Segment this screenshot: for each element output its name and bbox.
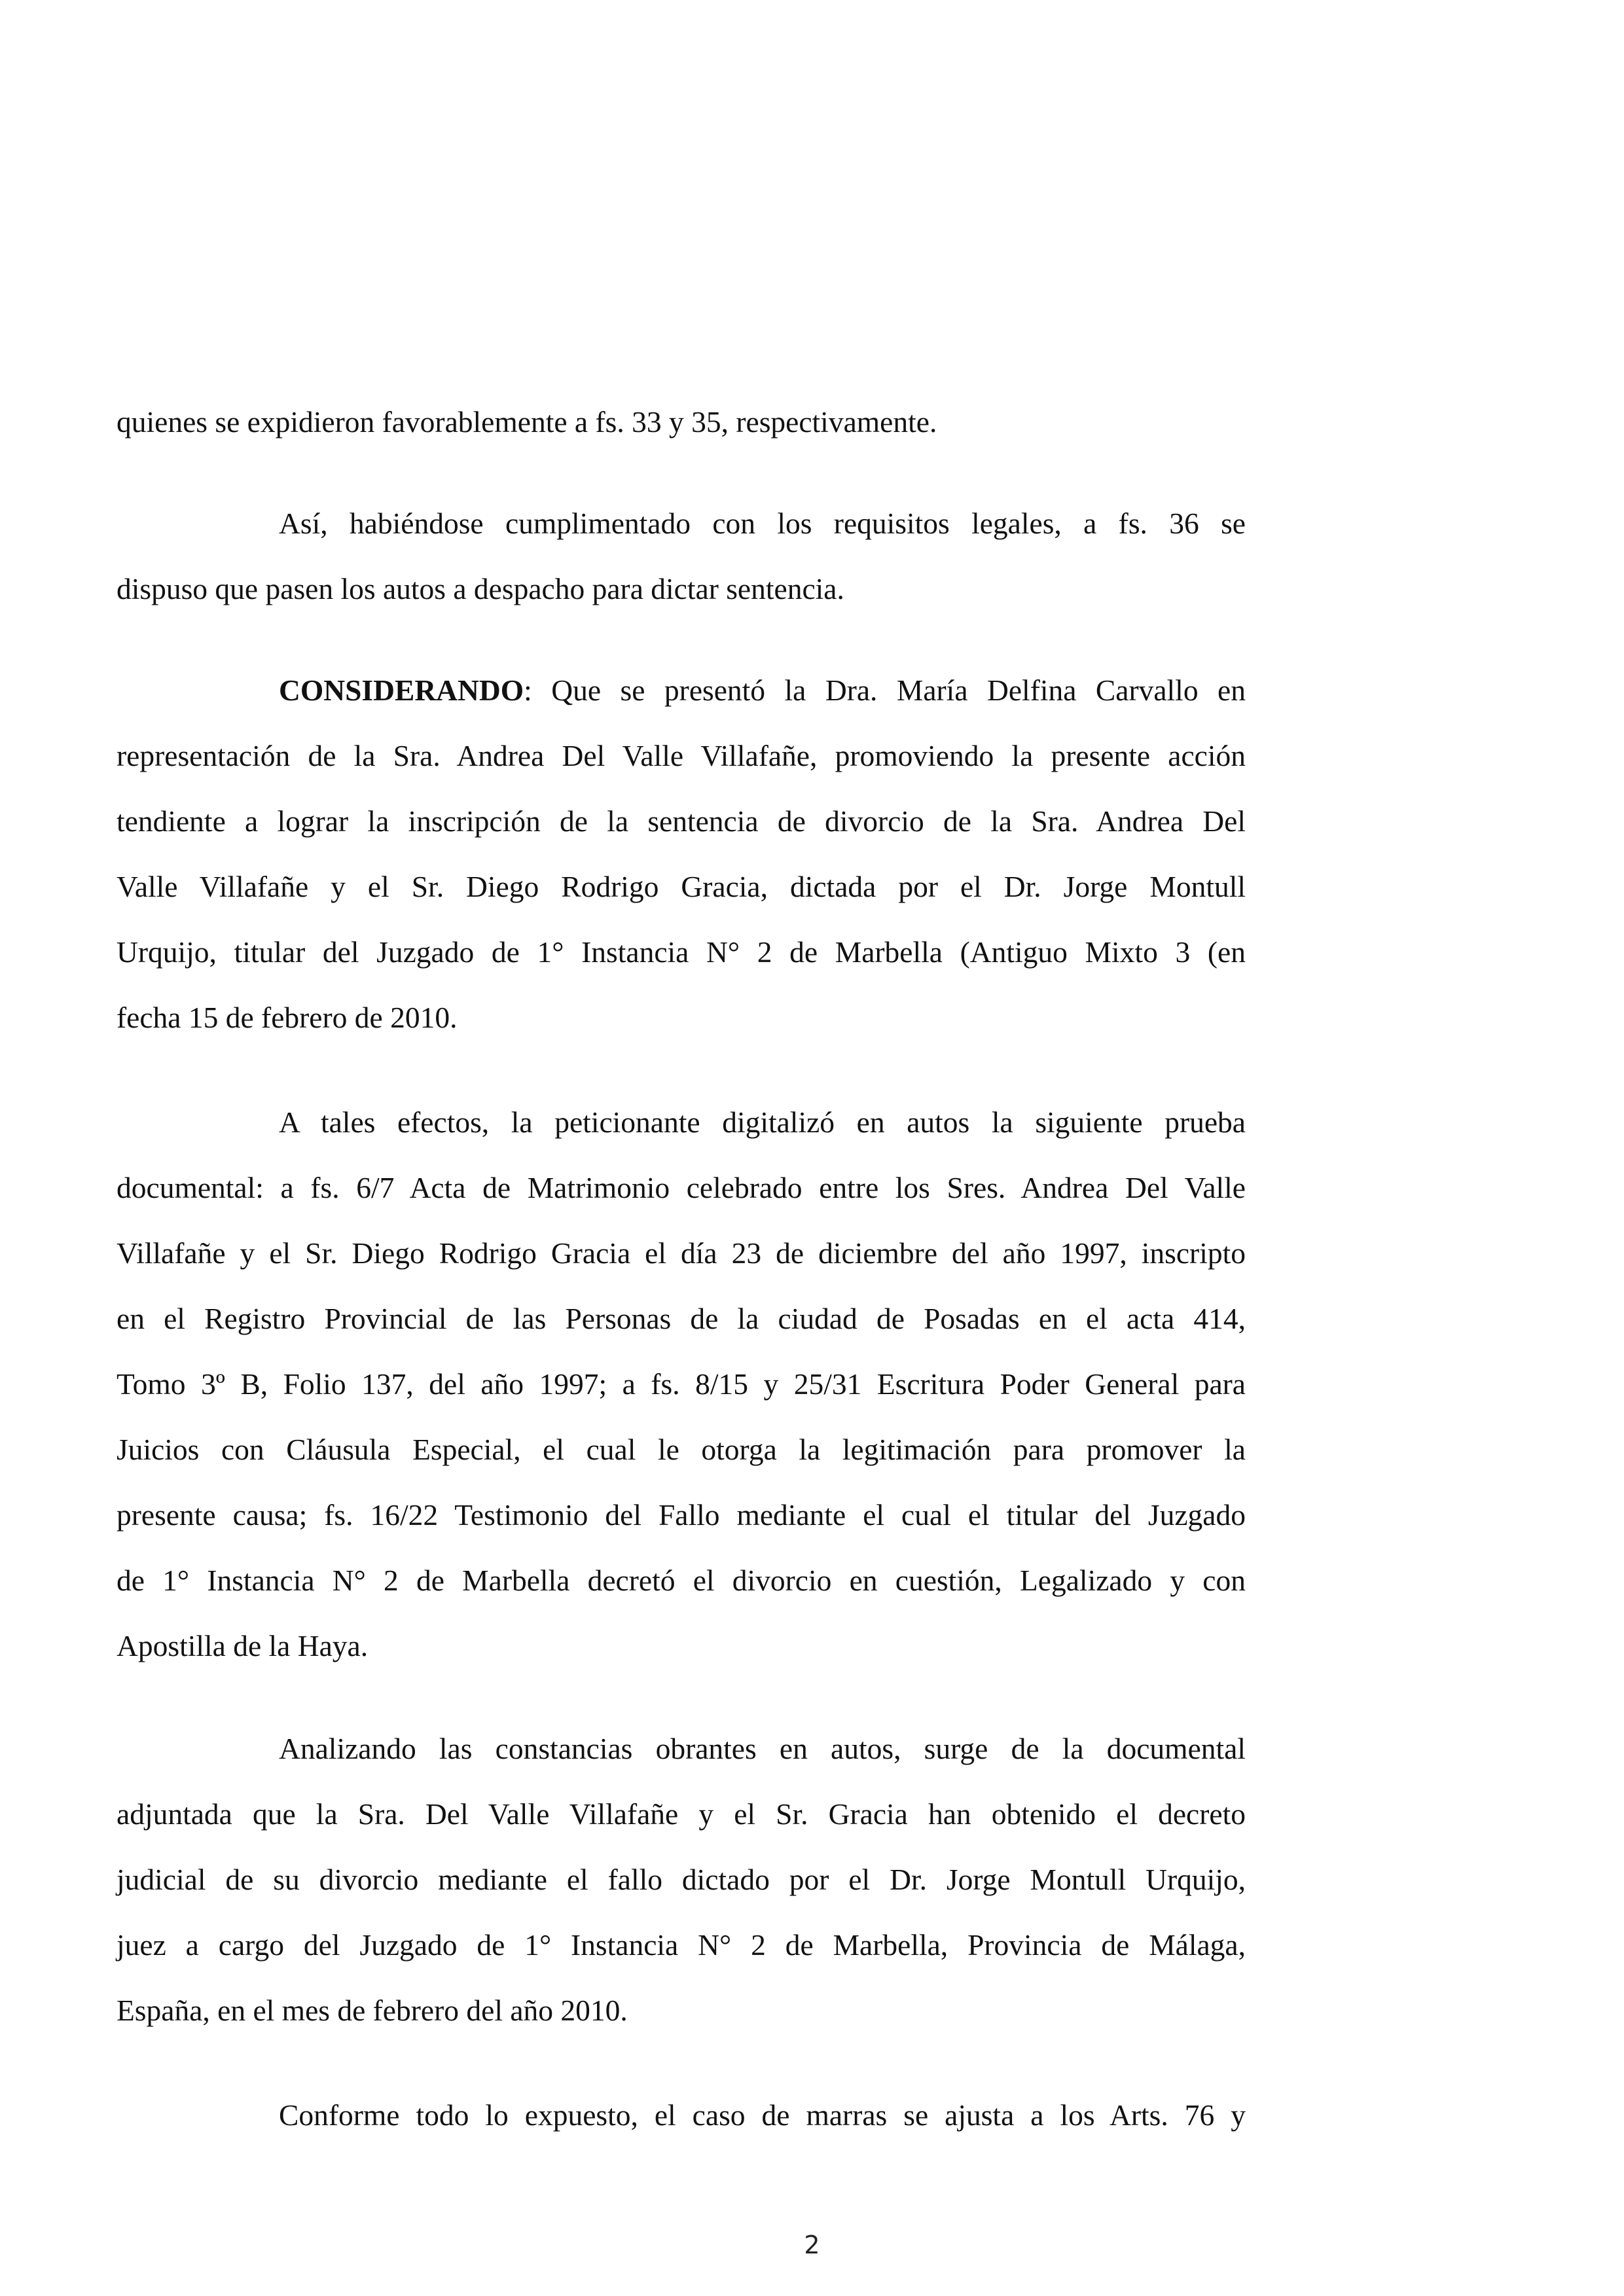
paragraph-line: en el Registro Provincial de las Personas de la ciudad de Posadas en el acta 414,: [117, 1302, 1246, 1335]
paragraph-line: Conforme todo lo expuesto, el caso de marras se ajusta a los Arts. 76 y: [279, 2098, 1246, 2132]
paragraph-6: [117, 2083, 1246, 2148]
paragraph-line: España, en el mes de febrero del año 2010.: [117, 1994, 628, 2027]
paragraph-line: quienes se expidieron favorablemente a fs. 33 y 35, respectivamente.: [117, 405, 937, 439]
paragraph-line: Apostilla de la Haya.: [117, 1629, 369, 1662]
paragraph-line: de 1° Instancia N° 2 de Marbella decretó el divorcio en cuestión, Legalizado y con: [117, 1564, 1246, 1597]
paragraph-4: [117, 1090, 1246, 1679]
paragraph-line: representación de la Sra. Andrea Del Valle Villafañe, promoviendo la presente acción: [117, 739, 1246, 772]
considerando-text: : Que se presentó la Dra. María Delfina Carvallo en: [524, 673, 1246, 707]
paragraph-line: Tomo 3º B, Folio 137, del año 1997; a fs. 8/15 y 25/31 Escritura Poder General para: [117, 1367, 1246, 1401]
paragraph-line: adjuntada que la Sra. Del Valle Villafañe y el Sr. Gracia han obtenido el decreto: [117, 1797, 1246, 1831]
paragraph-line: Así, habiéndose cumplimentado con los requisitos legales, a fs. 36 se: [279, 507, 1246, 540]
paragraph-line: A tales efectos, la peticionante digitalizó en autos la siguiente prueba: [279, 1105, 1246, 1139]
paragraph-line: [117, 658, 1246, 723]
paragraph-1: [117, 389, 1246, 455]
paragraph-line: fecha 15 de febrero de 2010.: [117, 1001, 458, 1034]
paragraph-considerando: [117, 658, 1246, 1050]
paragraph-line: Urquijo, titular del Juzgado de 1° Instancia N° 2 de Marbella (Antiguo Mixto 3 (en: [117, 935, 1246, 969]
paragraph-line: tendiente a lograr la inscripción de la sentencia de divorcio de la Sra. Andrea Del: [117, 804, 1246, 838]
paragraph-line: Juicios con Cláusula Especial, el cual le otorga la legitimación para promover la: [117, 1433, 1246, 1466]
paragraph-line: Villafañe y el Sr. Diego Rodrigo Gracia el día 23 de diciembre del año 1997, inscripto: [117, 1236, 1246, 1270]
paragraph-line: documental: a fs. 6/7 Acta de Matrimonio celebrado entre los Sres. Andrea Del Valle: [117, 1171, 1246, 1204]
page-number: 2: [804, 2231, 820, 2259]
paragraph-line: judicial de su divorcio mediante el fallo dictado por el Dr. Jorge Montull Urquijo,: [117, 1863, 1246, 1896]
paragraph-5: [117, 1716, 1246, 2043]
paragraph-line: Valle Villafañe y el Sr. Diego Rodrigo Gracia, dictada por el Dr. Jorge Montull: [117, 870, 1246, 903]
paragraph-line: dispuso que pasen los autos a despacho para dictar sentencia.: [117, 572, 844, 605]
paragraph-2: [117, 491, 1246, 622]
paragraph-line: juez a cargo del Juzgado de 1° Instancia N° 2 de Marbella, Provincia de Málaga,: [117, 1928, 1246, 1962]
paragraph-line: Analizando las constancias obrantes en autos, surge de la documental: [279, 1732, 1246, 1765]
paragraph-line: presente causa; fs. 16/22 Testimonio del Fallo mediante el cual el titular del Juzgado: [117, 1498, 1246, 1532]
considerando-heading: CONSIDERANDO: [279, 673, 524, 707]
